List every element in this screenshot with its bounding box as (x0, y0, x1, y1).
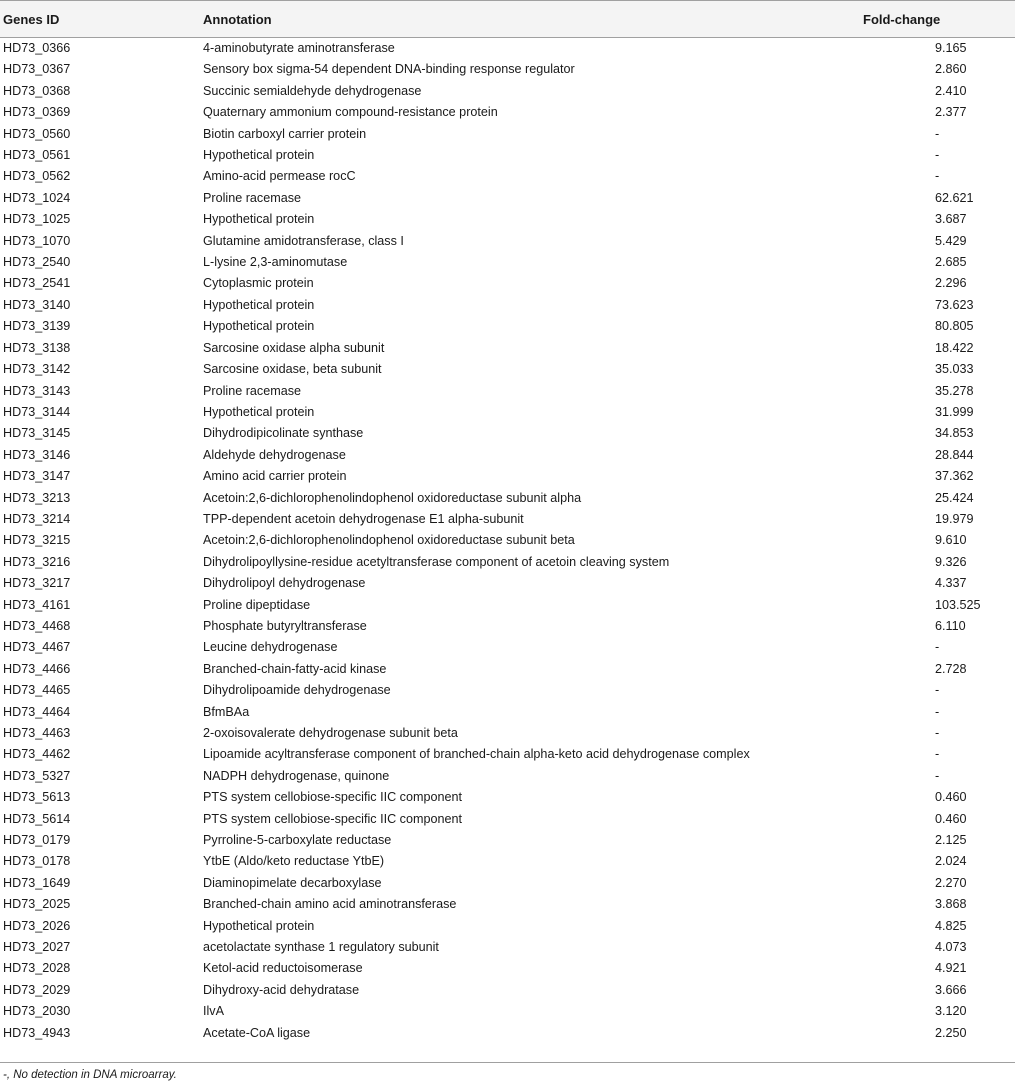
table-row (0, 338, 1015, 359)
cell-annotation: Leucine dehydrogenase (203, 640, 338, 655)
fold-change-value: 5.429 (935, 233, 967, 248)
fold-change-value: 2.410 (935, 83, 967, 98)
cell-annotation: Hypothetical protein (203, 319, 315, 334)
table-header-row (0, 1, 1015, 38)
cell-annotation: Amino-acid permease rocC (203, 169, 356, 184)
cell-fold-change (863, 38, 1015, 60)
cell-fold-change (863, 145, 1015, 166)
cell-fold-change (863, 894, 1015, 915)
cell-fold-change (863, 338, 1015, 359)
cell-fold-change (863, 744, 1015, 765)
table-row (0, 166, 1015, 187)
table-row (0, 637, 1015, 658)
fold-change-value: 0.460 (935, 811, 967, 826)
cell-annotation: Cytoplasmic protein (203, 276, 314, 291)
cell-gene-id: HD73_4943 (3, 1025, 71, 1040)
table-row (0, 145, 1015, 166)
cell-gene-id: HD73_3142 (3, 362, 71, 377)
cell-gene-id: HD73_1070 (3, 233, 71, 248)
cell-gene-id: HD73_3217 (3, 576, 71, 591)
cell-fold-change (863, 702, 1015, 723)
cell-fold-change (863, 766, 1015, 787)
cell-annotation: Sarcosine oxidase alpha subunit (203, 340, 385, 355)
cell-gene-id: HD73_2029 (3, 982, 71, 997)
fold-change-value: 4.073 (935, 940, 967, 955)
fold-change-value: 2.377 (935, 105, 967, 120)
fold-change-value: - (935, 726, 940, 740)
table-row (0, 488, 1015, 509)
cell-annotation: Dihydrolipoyllysine-residue acetyltransferase component of acetoin cleaving system (203, 554, 670, 569)
header-annotation: Annotation (203, 1, 863, 38)
cell-annotation: Proline racemase (203, 190, 301, 205)
cell-annotation: Quaternary ammonium compound-resistance protein (203, 105, 498, 120)
table-row (0, 1001, 1015, 1022)
cell-annotation: NADPH dehydrogenase, quinone (203, 768, 390, 783)
cell-annotation: Branched-chain amino acid aminotransferase (203, 897, 457, 912)
cell-fold-change (863, 102, 1015, 123)
cell-gene-id: HD73_2025 (3, 897, 71, 912)
fold-change-value: - (935, 704, 940, 719)
cell-annotation: Pyrroline-5-carboxylate reductase (203, 833, 392, 848)
table-row (0, 466, 1015, 487)
table-row (0, 809, 1015, 830)
cell-annotation: Glutamine amidotransferase, class I (203, 233, 404, 248)
fold-change-value: 28.844 (935, 447, 974, 462)
cell-fold-change (863, 573, 1015, 594)
table-row (0, 445, 1015, 466)
cell-gene-id: HD73_3145 (3, 426, 71, 441)
fold-change-value: 62.621 (935, 190, 974, 205)
cell-gene-id: HD73_0369 (3, 105, 71, 120)
cell-gene-id: HD73_3213 (3, 490, 71, 505)
fold-change-value: 4.337 (935, 576, 967, 591)
fold-change-value: 2.296 (935, 276, 967, 291)
cell-fold-change (863, 809, 1015, 830)
table-row (0, 231, 1015, 252)
cell-gene-id: HD73_5614 (3, 811, 71, 826)
table-body (0, 38, 1015, 1045)
cell-fold-change (863, 488, 1015, 509)
table-row (0, 766, 1015, 787)
cell-annotation: Branched-chain-fatty-acid kinase (203, 661, 387, 676)
cell-fold-change (863, 231, 1015, 252)
table-row (0, 423, 1015, 444)
fold-change-value: - (935, 683, 940, 698)
fold-change-value: 2.024 (935, 854, 967, 869)
table-row (0, 980, 1015, 1001)
cell-annotation: Phosphate butyryltransferase (203, 618, 367, 633)
fold-change-value: 3.120 (935, 1004, 967, 1019)
cell-fold-change (863, 124, 1015, 145)
cell-annotation: L-lysine 2,3-aminomutase (203, 255, 348, 270)
table-row (0, 680, 1015, 701)
fold-change-value: 4.825 (935, 918, 967, 933)
cell-gene-id: HD73_2027 (3, 940, 71, 955)
cell-gene-id: HD73_2541 (3, 276, 71, 291)
fold-change-value: 9.165 (935, 41, 967, 55)
cell-fold-change (863, 723, 1015, 744)
table-row (0, 723, 1015, 744)
table-row (0, 659, 1015, 680)
table-row (0, 573, 1015, 594)
fold-change-value: 2.728 (935, 661, 967, 676)
table-row (0, 916, 1015, 937)
table-row (0, 81, 1015, 102)
cell-annotation: Hypothetical protein (203, 404, 315, 419)
cell-gene-id: HD73_2028 (3, 961, 71, 976)
cell-fold-change (863, 295, 1015, 316)
cell-annotation: Aldehyde dehydrogenase (203, 447, 346, 462)
fold-change-value: 4.921 (935, 961, 967, 976)
fold-change-value: 80.805 (935, 319, 974, 334)
cell-gene-id: HD73_3214 (3, 511, 71, 526)
cell-annotation: Amino acid carrier protein (203, 469, 347, 484)
table-row (0, 873, 1015, 894)
fold-change-value: 6.110 (935, 618, 966, 633)
fold-change-value: 2.685 (935, 255, 967, 270)
table-row (0, 124, 1015, 145)
cell-fold-change (863, 637, 1015, 658)
table-row (0, 402, 1015, 423)
cell-gene-id: HD73_4463 (3, 726, 71, 740)
table-row (0, 851, 1015, 872)
cell-gene-id: HD73_4468 (3, 618, 71, 633)
cell-fold-change (863, 873, 1015, 894)
fold-change-value: 2.250 (935, 1025, 967, 1040)
cell-gene-id: HD73_4462 (3, 747, 71, 762)
cell-gene-id: HD73_2030 (3, 1004, 71, 1019)
fold-change-value: 2.270 (935, 875, 967, 890)
cell-annotation: Biotin carboxyl carrier protein (203, 126, 367, 141)
cell-gene-id: HD73_3216 (3, 554, 71, 569)
fold-change-value: 3.868 (935, 897, 967, 912)
table-row (0, 702, 1015, 723)
fold-change-value: 35.278 (935, 383, 974, 398)
cell-gene-id: HD73_3139 (3, 319, 71, 334)
cell-annotation: Sensory box sigma-54 dependent DNA-binding response regulator (203, 62, 575, 77)
fold-change-value: 25.424 (935, 490, 974, 505)
table-row (0, 1023, 1015, 1044)
cell-gene-id: HD73_0366 (3, 41, 71, 55)
table-row (0, 595, 1015, 616)
cell-fold-change (863, 209, 1015, 230)
cell-annotation: Lipoamide acyltransferase component of branched-chain alpha-keto acid dehydrogenase complex (203, 747, 750, 762)
cell-fold-change (863, 1023, 1015, 1044)
cell-annotation: Hypothetical protein (203, 148, 315, 163)
fold-change-value: - (935, 169, 940, 184)
cell-gene-id: HD73_4161 (3, 597, 71, 612)
cell-gene-id: HD73_3215 (3, 533, 71, 548)
cell-annotation: Ketol-acid reductoisomerase (203, 961, 363, 976)
cell-fold-change (863, 916, 1015, 937)
fold-change-value: 31.999 (935, 404, 974, 419)
table-row (0, 830, 1015, 851)
cell-gene-id: HD73_4465 (3, 683, 71, 698)
table-row (0, 273, 1015, 294)
cell-gene-id: HD73_4466 (3, 661, 71, 676)
cell-fold-change (863, 787, 1015, 808)
cell-annotation: Acetoin:2,6-dichlorophenolindophenol oxidoreductase subunit alpha (203, 490, 582, 505)
cell-fold-change (863, 552, 1015, 573)
cell-fold-change (863, 316, 1015, 337)
cell-fold-change (863, 680, 1015, 701)
fold-change-value: 3.666 (935, 982, 967, 997)
cell-gene-id: HD73_3138 (3, 340, 71, 355)
cell-annotation: Acetoin:2,6-dichlorophenolindophenol oxidoreductase subunit beta (203, 533, 575, 548)
table-row (0, 359, 1015, 380)
fold-change-value: 9.326 (935, 554, 967, 569)
table-row (0, 958, 1015, 979)
cell-gene-id: HD73_0179 (3, 833, 71, 848)
cell-gene-id: HD73_5613 (3, 790, 71, 805)
cell-annotation: Succinic semialdehyde dehydrogenase (203, 83, 422, 98)
cell-fold-change (863, 958, 1015, 979)
cell-annotation: Dihydroxy-acid dehydratase (203, 982, 360, 997)
cell-gene-id: HD73_4467 (3, 640, 71, 655)
cell-fold-change (863, 81, 1015, 102)
fold-change-value: - (935, 747, 940, 762)
table-row (0, 252, 1015, 273)
cell-annotation: PTS system cellobiose-specific IIC component (203, 811, 462, 826)
cell-fold-change (863, 937, 1015, 958)
table-row (0, 316, 1015, 337)
cell-gene-id: HD73_0367 (3, 62, 71, 77)
cell-annotation: Dihydrolipoamide dehydrogenase (203, 683, 391, 698)
cell-fold-change (863, 509, 1015, 530)
cell-annotation: Hypothetical protein (203, 212, 315, 227)
table-bottom-rule (0, 1062, 1015, 1063)
cell-annotation: acetolactate synthase 1 regulatory subunit (203, 940, 439, 955)
cell-gene-id: HD73_3140 (3, 297, 71, 312)
cell-fold-change (863, 381, 1015, 402)
cell-gene-id: HD73_1649 (3, 875, 71, 890)
cell-annotation: Acetate-CoA ligase (203, 1025, 311, 1040)
table-row (0, 530, 1015, 551)
fold-change-value: 19.979 (935, 511, 974, 526)
table-footnote: -, No detection in DNA microarray. (3, 1069, 177, 1081)
cell-annotation: TPP-dependent acetoin dehydrogenase E1 alpha-subunit (203, 511, 524, 526)
fold-change-value: 35.033 (935, 362, 974, 377)
cell-annotation: Sarcosine oxidase, beta subunit (203, 362, 382, 377)
table-row (0, 509, 1015, 530)
cell-fold-change (863, 830, 1015, 851)
table-row (0, 616, 1015, 637)
cell-fold-change (863, 466, 1015, 487)
cell-annotation: Proline dipeptidase (203, 597, 311, 612)
cell-fold-change (863, 359, 1015, 380)
table-row (0, 787, 1015, 808)
cell-fold-change (863, 59, 1015, 80)
cell-annotation: PTS system cellobiose-specific IIC component (203, 790, 462, 805)
cell-gene-id: HD73_1025 (3, 212, 71, 227)
fold-change-value: 9.610 (935, 533, 967, 548)
cell-annotation: Dihydrolipoyl dehydrogenase (203, 576, 366, 591)
fold-change-value: - (935, 640, 940, 655)
cell-gene-id: HD73_2540 (3, 255, 71, 270)
cell-annotation: Hypothetical protein (203, 297, 315, 312)
cell-fold-change (863, 595, 1015, 616)
cell-fold-change (863, 445, 1015, 466)
table-row (0, 744, 1015, 765)
cell-fold-change (863, 1001, 1015, 1022)
cell-annotation: BfmBAa (203, 704, 250, 719)
cell-gene-id: HD73_3143 (3, 383, 71, 398)
cell-fold-change (863, 851, 1015, 872)
header-fold-change: Fold-change (863, 1, 1015, 38)
cell-annotation: Proline racemase (203, 383, 301, 398)
table-row (0, 937, 1015, 958)
cell-gene-id: HD73_2026 (3, 918, 71, 933)
fold-change-value: 34.853 (935, 426, 974, 441)
fold-change-value: 2.125 (935, 833, 967, 848)
cell-fold-change (863, 188, 1015, 209)
cell-gene-id: HD73_0561 (3, 148, 71, 163)
cell-gene-id: HD73_4464 (3, 704, 71, 719)
cell-annotation: Diaminopimelate decarboxylase (203, 875, 382, 890)
table-row (0, 38, 1015, 60)
cell-gene-id: HD73_1024 (3, 190, 71, 205)
table-row (0, 381, 1015, 402)
cell-gene-id: HD73_3147 (3, 469, 71, 484)
cell-fold-change (863, 252, 1015, 273)
cell-annotation: 4-aminobutyrate aminotransferase (203, 41, 395, 55)
fold-change-value: 3.687 (935, 212, 967, 227)
fold-change-value: 103.525 (935, 597, 981, 612)
cell-gene-id: HD73_3144 (3, 404, 71, 419)
cell-fold-change (863, 980, 1015, 1001)
cell-gene-id: HD73_0178 (3, 854, 71, 869)
fold-change-value: 73.623 (935, 297, 974, 312)
cell-fold-change (863, 273, 1015, 294)
cell-gene-id: HD73_0562 (3, 169, 71, 184)
cell-annotation: Hypothetical protein (203, 918, 315, 933)
fold-change-value: 18.422 (935, 340, 974, 355)
cell-gene-id: HD73_5327 (3, 768, 71, 783)
table-row (0, 102, 1015, 123)
cell-fold-change (863, 423, 1015, 444)
cell-fold-change (863, 530, 1015, 551)
fold-change-value: 2.860 (935, 62, 967, 77)
table-row (0, 552, 1015, 573)
header-genes-id: Genes ID (0, 1, 203, 38)
cell-gene-id: HD73_3146 (3, 447, 71, 462)
cell-annotation: YtbE (Aldo/keto reductase YtbE) (203, 854, 385, 869)
table-row (0, 188, 1015, 209)
table-row (0, 59, 1015, 80)
fold-change-value: 37.362 (935, 469, 974, 484)
table-row (0, 894, 1015, 915)
cell-annotation: Dihydrodipicolinate synthase (203, 426, 364, 441)
table-row (0, 209, 1015, 230)
cell-gene-id: HD73_0368 (3, 83, 71, 98)
fold-change-value: - (935, 126, 940, 141)
cell-fold-change (863, 402, 1015, 423)
cell-annotation: 2-oxoisovalerate dehydrogenase subunit beta (203, 726, 458, 740)
fold-change-value: - (935, 768, 940, 783)
cell-gene-id: HD73_0560 (3, 126, 71, 141)
fold-change-value: 0.460 (935, 790, 967, 805)
cell-fold-change (863, 166, 1015, 187)
cell-annotation: IlvA (203, 1004, 224, 1019)
fold-change-value: - (935, 148, 940, 163)
table-row (0, 295, 1015, 316)
cell-fold-change (863, 616, 1015, 637)
cell-fold-change (863, 659, 1015, 680)
